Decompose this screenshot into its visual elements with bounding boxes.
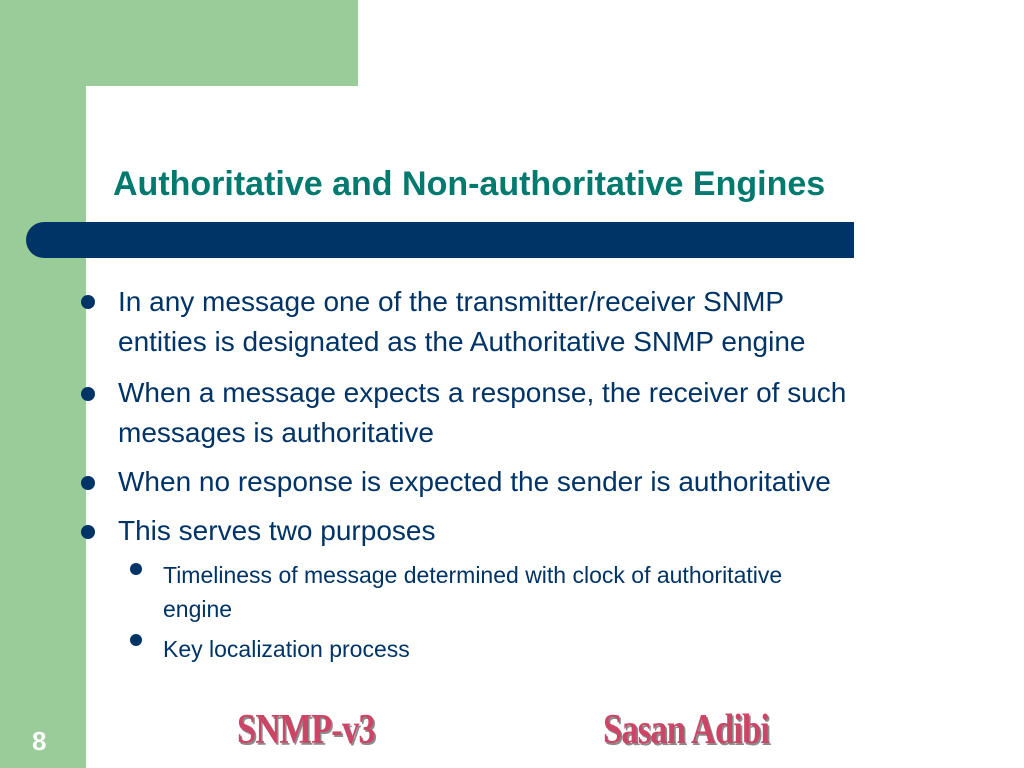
green-frame-left xyxy=(0,0,86,768)
slide-title: Authoritative and Non-authoritative Engines xyxy=(113,165,826,203)
sub-bullet-dot xyxy=(130,563,142,575)
bullet-item xyxy=(118,462,1018,502)
bullet-dot xyxy=(81,295,95,309)
bullet-text-line: This serves two purposes xyxy=(118,515,436,546)
bullet-text-line: When a message expects a response, the receiver of such xyxy=(118,377,847,408)
title-underline-bar xyxy=(26,222,854,258)
sub-bullet-dot xyxy=(130,634,142,646)
sub-bullet-text-line: Timeliness of message determined with clock of authoritative xyxy=(163,562,783,588)
bullet-text-line: entities is designated as the Authoritative SNMP engine xyxy=(118,326,806,357)
bullet-item xyxy=(118,282,1018,362)
footer-author: Sasan Adibi xyxy=(603,707,770,753)
sub-bullet-item xyxy=(163,558,983,626)
bullet-text-line: In any message one of the transmitter/receiver SNMP xyxy=(118,286,785,317)
footer-course-title: SNMP-v3 xyxy=(237,707,375,753)
sub-bullet-text-line: Key localization process xyxy=(163,636,410,662)
sub-bullet-item xyxy=(163,632,983,666)
bullet-dot xyxy=(81,476,95,490)
bullet-item xyxy=(118,373,1018,453)
bullet-text-line: When no response is expected the sender is authoritative xyxy=(118,466,831,497)
slide-number: 8 xyxy=(32,726,47,756)
bullet-dot xyxy=(81,387,95,401)
sub-bullet-text-line: engine xyxy=(163,596,233,622)
bullet-text-line: messages is authoritative xyxy=(118,417,434,448)
bullet-dot xyxy=(81,525,95,539)
bullet-item xyxy=(118,511,1018,551)
